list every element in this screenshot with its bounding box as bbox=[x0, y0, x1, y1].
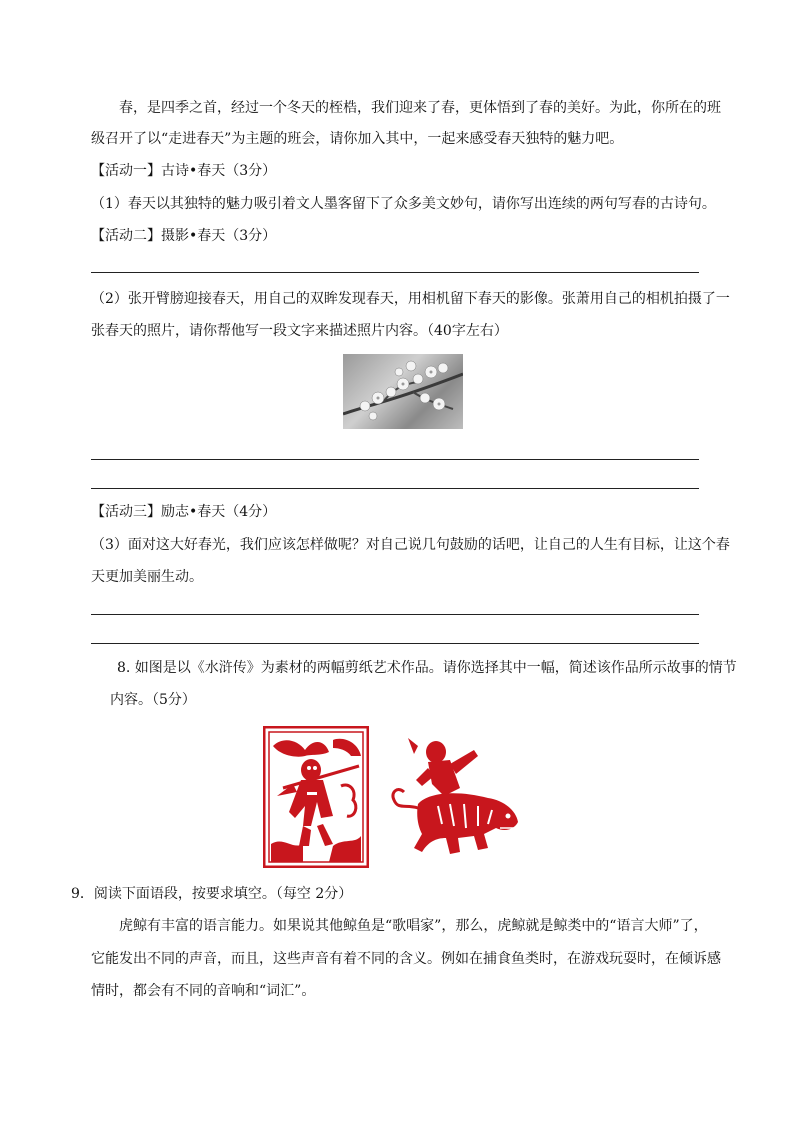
answer-line[interactable] bbox=[91, 272, 699, 273]
answer-line[interactable] bbox=[91, 459, 699, 460]
papercut-tiger-fighter-image bbox=[388, 734, 530, 858]
question-3-line-2: 天更加美丽生动。 bbox=[91, 569, 203, 585]
question-3-line-1: （3）面对这大好春光，我们应该怎样做呢？对自己说几句鼓励的话吧，让自己的人生有目标，让这个春 bbox=[91, 537, 730, 553]
spring-blossom-photo bbox=[343, 354, 463, 429]
answer-line[interactable] bbox=[91, 643, 699, 644]
question-8-line-2: 内容。（5分） bbox=[110, 692, 196, 708]
question-9-paragraph-line-2: 它能发出不同的声音，而且，这些声音有着不同的含义。例如在捕食鱼类时，在游戏玩耍时，在倾诉感 bbox=[91, 951, 721, 967]
intro-line-2: 级召开了以“走进春天”为主题的班会，请你加入其中，一起来感受春天独特的魅力吧。 bbox=[91, 131, 624, 147]
question-8-line-1: 8. 如图是以《水浒传》为素材的两幅剪纸艺术作品。请你选择其中一幅，简述该作品所示故事的情节 bbox=[117, 660, 737, 676]
answer-line[interactable] bbox=[91, 614, 699, 615]
question-1: （1）春天以其独特的魅力吸引着文人墨客留下了众多美文妙句，请你写出连续的两句写春的古诗句。 bbox=[91, 196, 716, 212]
question-9-paragraph-line-3: 情时，都会有不同的音响和“词汇”。 bbox=[91, 983, 316, 999]
question-2-line-2: 张春天的照片，请你帮他写一段文字来描述照片内容。（40字左右） bbox=[91, 323, 508, 339]
answer-line[interactable] bbox=[91, 488, 699, 489]
intro-line-1: 春，是四季之首，经过一个冬天的桎梏，我们迎来了春，更体悟到了春的美好。为此，你所在的班 bbox=[119, 100, 721, 116]
question-2-line-1: （2）张开臂膀迎接春天，用自己的双眸发现春天，用相机留下春天的影像。张萧用自己的相机拍摄了一 bbox=[91, 291, 730, 307]
question-9-paragraph-line-1: 虎鲸有丰富的语言能力。如果说其他鲸鱼是“歌唱家”，那么，虎鲸就是鲸类中的“语言大师”了， bbox=[119, 918, 708, 934]
activity1-heading: 【活动一】古诗•春天（3分） bbox=[91, 163, 277, 179]
activity2-heading: 【活动二】摄影•春天（3分） bbox=[91, 228, 277, 244]
activity3-heading: 【活动三】励志•春天（4分） bbox=[91, 504, 277, 520]
papercut-warrior-image bbox=[263, 726, 369, 868]
question-9-heading: 9．阅读下面语段，按要求填空。（每空 2分） bbox=[71, 886, 353, 902]
